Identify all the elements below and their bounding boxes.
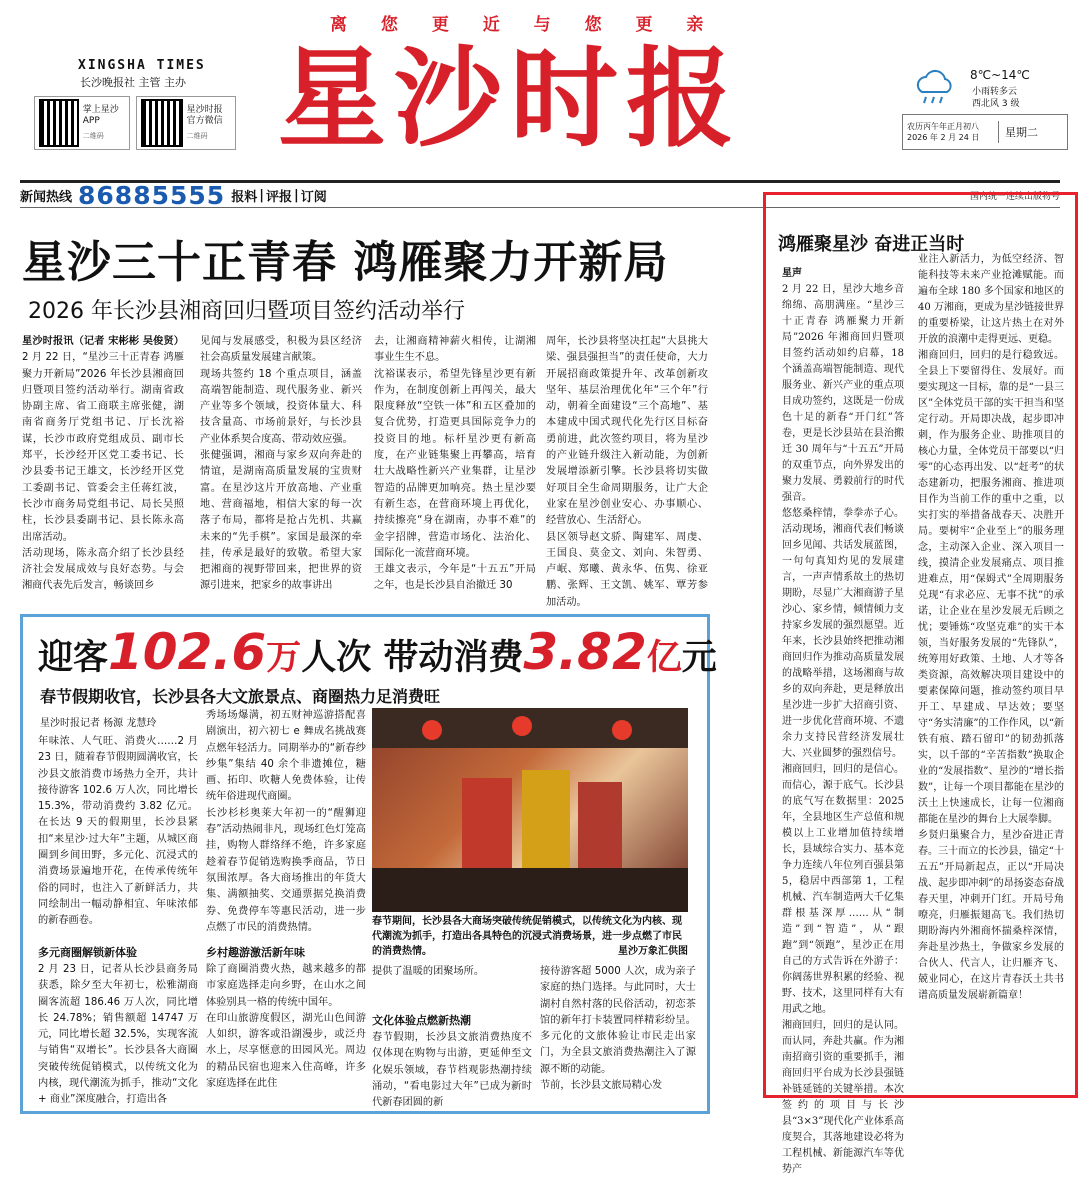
lead-column-2: 见闻与发展感受，积极为县区经济社会高质量发展建言献策。 现场共签约 18 个重点项目，涵盖高端智能制造、现代服务业、新兴产业等多个领域，投资体量大、科技含量高、市场前景好，与长沙县产业体系契合度高、带动效应强。 张健强调，湘商与家乡双向奔赴的情谊，是湖南高质量发展的宝贵财富。在星沙这片开放高地、产业重地、营商福地，相信大家的每一次落子布局，都将是抢占先机、共赢未来的“先手棋”。家国是最深的牵挂，传承是最好的致敬。希望大家把湘商的视野带回来，把世界的资源引进来，把家乡的故事讲出: [200, 336, 362, 592]
hotline-review[interactable]: 评报: [265, 189, 292, 205]
brand-english-name: XINGSHA TIMES: [78, 58, 206, 73]
lead-column-1: [22, 334, 184, 590]
story2-column-a: 年味浓、人气旺、消费火……2 月 23 日，随着春节假期圆满收官，长沙县文旅消费市场热力全开，共计接待游客 102.6 万人次，同比增长 15.3%，带动消费约 3.82 亿元。在长达 9 天的假期里，长沙县紧扣“来星沙·过大年”主题，从城区商圈到乡间田野，多元化、沉浸式的消费场景遍地开花，在传承传统年俗的同时，也注入了新鲜活力，共同绘制出一幅动静相宜、年味浓郁的新春画卷。: [38, 736, 198, 927]
story2-byline: 星沙时报记者 杨源 龙慧玲: [40, 718, 157, 729]
lead-headline[interactable]: 星沙三十正青春 鸿雁聚力开新局: [22, 237, 669, 288]
story2-column-c2: 春节假期，长沙县文旅消费热度不仅体现在购物与出游，更延伸至文化娱乐领域，春节档观影热潮持续涌动，“看电影过大年”已成为新时代新春团圆的新: [372, 1032, 532, 1109]
lead-column-3: 去，让湘商精神薪火相传，让湖湘事业生生不息。 沈裕谋表示，希望先锋星沙更有新作为，在制度创新上再闯关，最大限度释放“空铁一体”和五区叠加的复合优势，打造更具国际竞争力的投资目的地。标杆星沙更有新高度，在产业链集聚上再攀高，培育壮大战略性新兴产业集群，让星沙智造的品牌更加响亮。热土星沙要有新生态，在营商环境上再优化，持续擦亮“身在湖南，办事不难”的金字招牌，营造市场化、法治化、国际化一流营商环境。 王雄文表示，今年是“十五五”开局之年，也是长沙县自治撤迁 30: [374, 336, 536, 592]
story2-head-c2: 元: [681, 638, 717, 678]
newspaper-title: 星沙时报: [278, 36, 743, 162]
brand-publisher: 长沙晚报社 主管 主办: [80, 76, 186, 89]
commentary-byline: 星声: [782, 268, 802, 279]
weather-box: [912, 66, 1062, 116]
issue-date: [902, 114, 1068, 150]
story2-column-d: 接待游客超 5000 人次，成为亲子家庭的热门选择。与此同时，大士湖村自然村落的民俗活动，初恋茶馆的新年打卡装置同样精彩纷呈。多元化的文旅体验让市民走出家门，为全县文旅消费热潮注入了源源不断的动能。 节前，长沙县文旅局精心发: [540, 966, 696, 1092]
story2-subheading-a: 多元商圈解锁新体验: [38, 946, 137, 959]
qr-app-label: 掌上星沙 APP: [82, 104, 119, 126]
serial-number-label: 国内统一连续出版物号: [969, 191, 1060, 202]
qr-code-icon: [141, 99, 183, 147]
rain-cloud-icon: [912, 68, 958, 108]
story2-photo[interactable]: [372, 708, 688, 912]
hotline-number[interactable]: 86885555: [78, 180, 226, 210]
commentary-column-b: 业注入新活力，为低空经济、智能科技等未来产业抢滩赋能。而遍布全球 180 多个国家和地区的 40 万湘商，更成为星沙链接世界的重要桥梁，让这片热土在对外开放的浪潮中走得更远、更稳。 湘商回归，回归的是行稳致远。全县上下要留得住、发展好。而要实现这一目标，靠的是“一县三区”全体党员干部的实干担当和坚定行动。开局即决战，起步即冲刺，作为服务企业、助推项目的核心力量，全体党员干部要以“归零”的心态再出发、以“赶考”的状态建新功，把服务湘商、推进项目作为当前工作的重中之重，以实打实的举措备战春天、决胜开局。要树牢“企业至上”的服务理念，主动深入企业、深入项目一线，摸清企业发展痛点、项目推进难点，用“保姆式”全周期服务兑现“有求必应、无事不扰”的承诺，让企业在星沙发展无后顾之忧；要锤炼“攻坚克难”的实干本领，当好服务发展的“先锋队”，统筹用好政策、土地、人才等各类资源，高效解决项目建设中的要素保障问题，推动签约项目早开工、早建成、早达效；要坚守“务实清廉”的工作作风，以“新铁有痕、踏石留印”的韧劲抓落实，以千部的“辛苦指数”换取企业的“发展指数”、星沙的“增长指数”，让每一个项目都能在星沙的沃土上快速成长，让每一位湘商都能在星沙的舞台上大展拳脚。 乡贤归巢聚合力，星沙奋进正青春。三十而立的长沙县，锚定“十五五”开局新起点，正以“开局决战、起步即冲刺”的昂扬姿态奋战春天里，冲刺开门红。开局号角嘹亮，归雁振翅高飞。我们热切期盼海内外湘商怀揣桑梓深情，奔赴星沙热土，争做家乡发展的合伙人、代言人，让归雁齐飞、兢业同心，在这片青春沃土共书谱高质量发展崭新篇章！: [918, 254, 1064, 1001]
story2-headline[interactable]: [38, 620, 717, 690]
lead-byline: 星沙时报讯（记者 宋彬彬 吴俊贤）: [22, 336, 184, 347]
story2-head-b: 人次 带动消费: [301, 638, 524, 678]
story2-head-a: 迎客: [38, 638, 109, 678]
story2-subhead: 春节假期收官，长沙县各大文旅景点、商圈热力足消费旺: [40, 687, 441, 706]
qr-app-box[interactable]: [34, 96, 130, 150]
weather-temperature: 8℃~14℃: [970, 68, 1030, 82]
hotline-report[interactable]: 报料: [231, 189, 258, 205]
mall-performance-photo: [372, 708, 688, 912]
story2-subheading-b: 乡村趣游激活新年味: [206, 946, 305, 959]
lunar-date: 农历丙午年正月初八: [907, 122, 979, 131]
weather-wind: 西北风 3 级: [972, 99, 1020, 109]
photo-caption: [372, 914, 688, 959]
lead-column-4: 周年，长沙县将坚决扛起“大县挑大梁、强县强担当”的责任使命，大力开展招商政策提升年、改革创新攻坚年、基层治理优化年“三个年”行动，朝着全面建设“三个高地”、基本建成中国式现代化先行区目标奋勇前进，此次签约项目，将为星沙的产业链升级注入新动能，为创新发展增添新引擎。长沙县将切实做好项目全生命周期服务，让广大企业家在星沙创业安心、办事顺心、经营放心、生活舒心。 县区领导赵文骄、陶建军、周虔、王国良、莫金文、刘向、朱智勇、卢岷、郑曦、黄永华、伍隽、徐亚鹏、张辉、王文凯、姚军、覃芳参加活动。: [546, 336, 708, 608]
story2-head-num2: 3.82: [523, 623, 647, 681]
lead-column-1-text: 2 月 22 日，“星沙三十正青春 鸿雁聚力开新局”2026 年长沙县湘商回归暨项目签约活动举行。湖南省政协副主席、省工商联主席张健，湖南省商务厅党组书记、厅长沈裕谋，长沙市政府党组成员、副市长郑平，长沙经开区党工委书记、长沙县委书记王雄文，长沙经开区党工委副书记、管委会主任蒋红波，长沙市商务局党组书记、局长吴照柱，长沙县委副书记、县长陈永高出席活动。 活动现场，陈永高介绍了长沙县经济社会发展成效与良好态势。与会湘商代表先后发言，畅谈回乡: [22, 352, 184, 592]
photo-credit: 星沙万象汇供图: [618, 946, 688, 957]
photo-caption-text: 春节期间，长沙县各大商场突破传统促销模式，以传统文化为内核、现代潮流为抓手，打造出各具特色的沉浸式消费场景，进一步点燃了市民的消费热情。: [372, 916, 682, 957]
story2-column-b2: 除了商圈消费火热，越来越多的都市家庭选择走向乡野，在山水之间体验别具一格的传统中国年。 在印山旅游度假区，湖光山色间游人如织，游客或沿湖漫步，或泛舟水上，尽享惬意的田园风光。周边的精品民宿也迎来入住高峰，许多家庭选择在此住: [206, 964, 366, 1090]
story2-column-a2: 2 月 23 日，记者从长沙县商务局获悉，除夕至大年初七，松雅湖商圈客流超 186.46 万人次，同比增长 24.78%；销售额超 14747 万元，同比增长超 32.5%，实现客流与销售“双增长”。长沙县各大商圈突破传统促销模式，以传统文化为内核，现代潮流为抓手，推动“文化 + 商业”深度融合，打造出各: [38, 964, 198, 1106]
qr-app-small: 二维码: [82, 131, 104, 140]
story2-head-c1: 亿: [646, 638, 682, 678]
qr-wechat-small: 二维码: [186, 131, 208, 140]
commentary-headline[interactable]: 鸿雁聚星沙 奋进正当时: [778, 234, 965, 255]
story2-head-b1: 万: [266, 638, 302, 678]
weather-description: 小雨转多云: [972, 87, 1018, 97]
solar-date: 2026 年 2 月 24 日: [907, 133, 980, 142]
hotline-subscribe[interactable]: 订阅: [300, 189, 327, 205]
weekday: 星期二: [1005, 126, 1038, 139]
hotline-label: 新闻热线: [20, 189, 73, 205]
hotline-bar: 新闻热线 86885555 报料 | 评报 | 订阅 国内统一连续出版物号: [20, 180, 1060, 210]
story2-subheading-c: 文化体验点燃新热潮: [372, 1014, 471, 1027]
masthead-slogan: 离 您 更 近 与 您 更 亲: [330, 15, 718, 35]
story2-head-num1: 102.6: [108, 623, 267, 681]
commentary-column-a: 2 月 22 日，星沙大地乡音绵绵、高朋满座。“星沙三十正青春 鸿雁聚力开新局”2026 年湘商回归暨项目签约活动如约启幕，18 个涵盖高端智能制造、现代服务业、新兴产业的重点项目成功签约，这既是一份成色十足的新春“开门红”答卷，更是长沙县站在县治搬迁 30 周年与“十五五”开局的双重节点，向外界发出的聚力发展、勇毅前行的时代强音。 悠悠桑梓情，拳拳赤子心。活动现场，湘商代表们畅谈回乡见闻、共话发展蓝图，一句句真知灼见的发展建言，一声声情系故土的热切期盼，尽显广大湘商游子星沙心、家乡情，倾情倾力支持家乡发展的强烈愿望。近年来，长沙县始终把推动湘商回归作为推动高质量发展的战略举措，这场湘商与故乡的双向奔赴，更是释放出星沙进一步扩大招商引资、进一步优化营商环境、不遗余力支持民营经济发展壮大、兴业圆梦的强烈信号。 湘商回归，回归的是信心。而信心，源于底气。长沙县的底气写在数据里：2025 年，全县地区生产总值和规模以上工业增加值持续增长，县域综合实力、基本竞争力连续八年位列百强县第 5，稳居中西部第 1，工程机械、汽车制造两大千亿集群根基深厚……从“制造”到“智造”，从“跟跑”到“领跑”，星沙正在用自己的方式告诉在外游子：你阔荡世界积累的经验、视野、技术，这里同样有大有用武之地。 湘商回归，回归的是认同。而认同，奔赴共赢。作为湘南招商引资的重要抓手，湘商回归平台成为长沙县强链补链延链的关键举措。本次签约的项目与长沙县“3×3”现代化产业体系高度契合，其落地建设必将为工程机械、新能源汽车等优势产: [782, 284, 904, 1175]
qr-code-icon: [39, 99, 79, 147]
story2-column-c-text: 提供了温暖的团聚场所。: [372, 966, 485, 977]
qr-wechat-label: 星沙时报 官方微信: [186, 104, 223, 126]
lead-subhead: 2026 年长沙县湘商回归暨项目签约活动举行: [28, 299, 465, 324]
story2-column-b: 秀场场爆满，初五财神巡游搭配喜剧演出，初六初七 e 舞成名挑战赛点燃年轻活力。同期举办的“新春纱纱集”集结 40 余个非遗摊位，糖画、拓印、吹糖人免费体验，让传统年俗进现代商圈。 长沙杉杉奥莱大年初一的“醒狮迎春”活动热闹非凡，现场红色灯笼高挂，购物人群络绎不绝，许多家庭趁着春节促销选购换季商品，节日氛围浓厚。各大商场推出的年货大集、满额抽奖、交通票据兑换消费券、免费停车等惠民活动，进一步点燃了市民的消费热情。: [206, 710, 366, 933]
qr-wechat-box[interactable]: [136, 96, 236, 150]
